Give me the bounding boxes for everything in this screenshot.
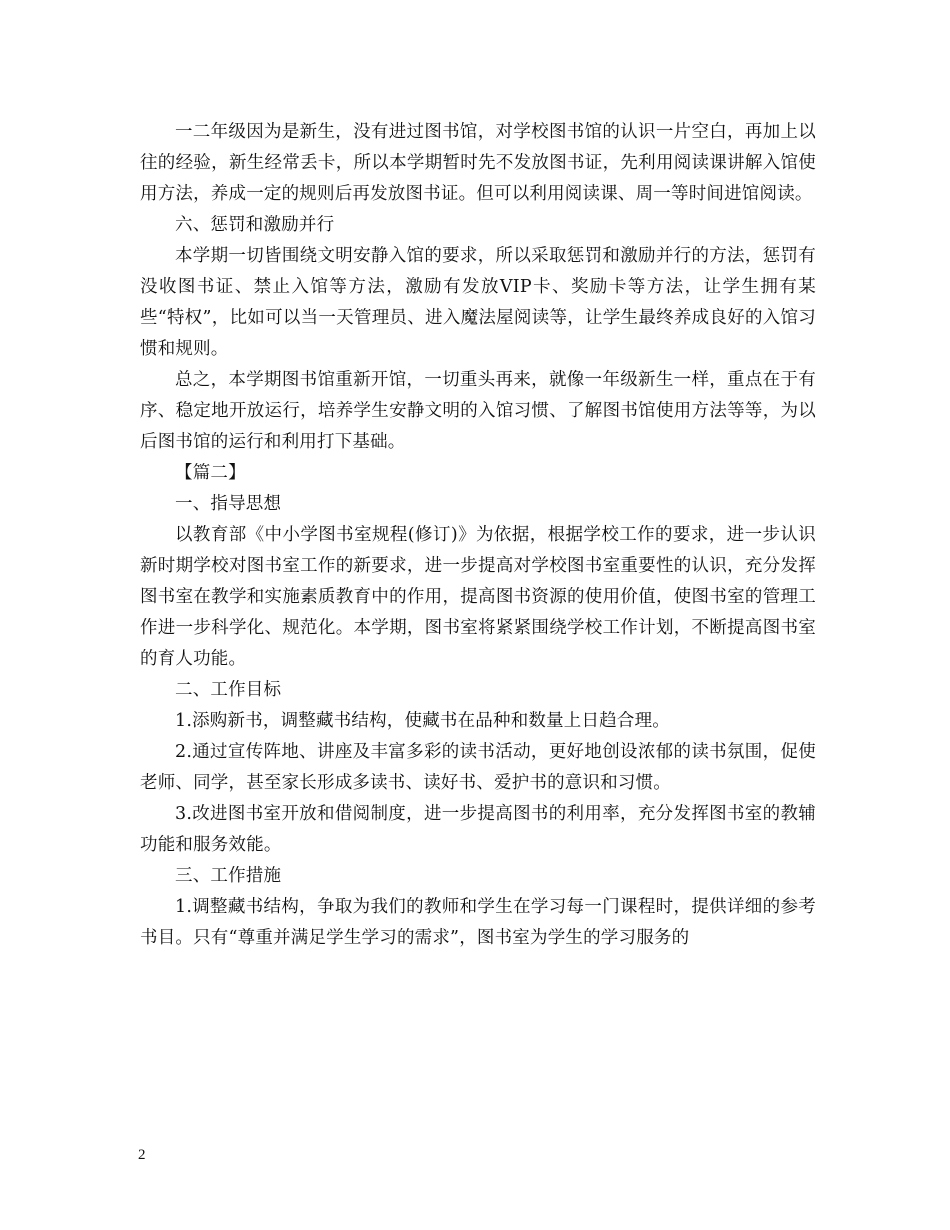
part-heading: 【篇二】 xyxy=(175,463,246,483)
document-body xyxy=(140,117,816,954)
page-number: 2 xyxy=(138,1147,146,1163)
paragraph: 本学期一切皆围绕文明安静入馆的要求，所以采取惩罚和激励并行的方法，惩罚有没收图书证、禁止入馆等方法，激励有发放VIP卡、奖励卡等方法，让学生拥有某些“特权”，比如可以当一天管理员、进入魔法屋阅读等，让学生最终养成良好的入馆习惯和规则。 xyxy=(140,246,816,359)
list-item: 1.调整藏书结构，争取为我们的教师和学生在学习每一门课程时，提供详细的参考书目。只有“尊重并满足学生学习的需求”，图书室为学生的学习服务的 xyxy=(140,897,816,948)
paragraph: 总之，本学期图书馆重新开馆，一切重头再来，就像一年级新生一样，重点在于有序、稳定地开放运行，培养学生安静文明的入馆习惯、了解图书馆使用方法等等，为以后图书馆的运行和利用打下基础。 xyxy=(140,370,816,452)
section-heading: 一、指导思想 xyxy=(175,494,282,514)
paragraph: 一二年级因为是新生，没有进过图书馆，对学校图书馆的认识一片空白，再加上以往的经验，新生经常丢卡，所以本学期暂时先不发放图书证，先利用阅读课讲解入馆使用方法，养成一定的规则后再发放图书证。但可以利用阅读课、周一等时间进馆阅读。 xyxy=(140,122,816,204)
section-heading: 三、工作措施 xyxy=(175,866,282,886)
list-item: 2.通过宣传阵地、讲座及丰富多彩的读书活动，更好地创设浓郁的读书氛围，促使老师、同学，甚至家长形成多读书、读好书、爱护书的意识和习惯。 xyxy=(140,742,816,793)
paragraph: 以教育部《中小学图书室规程(修订)》为依据，根据学校工作的要求，进一步认识新时期学校对图书室工作的新要求，进一步提高对学校图书室重要性的认识，充分发挥图书室在教学和实施素质教育中的作用，提高图书资源的使用价值，使图书室的管理工作进一步科学化、规范化。本学期，图书室将紧紧围绕学校工作计划，不断提高图书室的育人功能。 xyxy=(140,525,816,669)
list-item: 3.改进图书室开放和借阅制度，进一步提高图书的利用率，充分发挥图书室的教辅功能和服务效能。 xyxy=(140,804,816,855)
list-item: 1.添购新书，调整藏书结构，使藏书在品种和数量上日趋合理。 xyxy=(175,711,670,731)
section-heading: 六、惩罚和激励并行 xyxy=(175,215,335,235)
section-heading: 二、工作目标 xyxy=(175,680,282,700)
